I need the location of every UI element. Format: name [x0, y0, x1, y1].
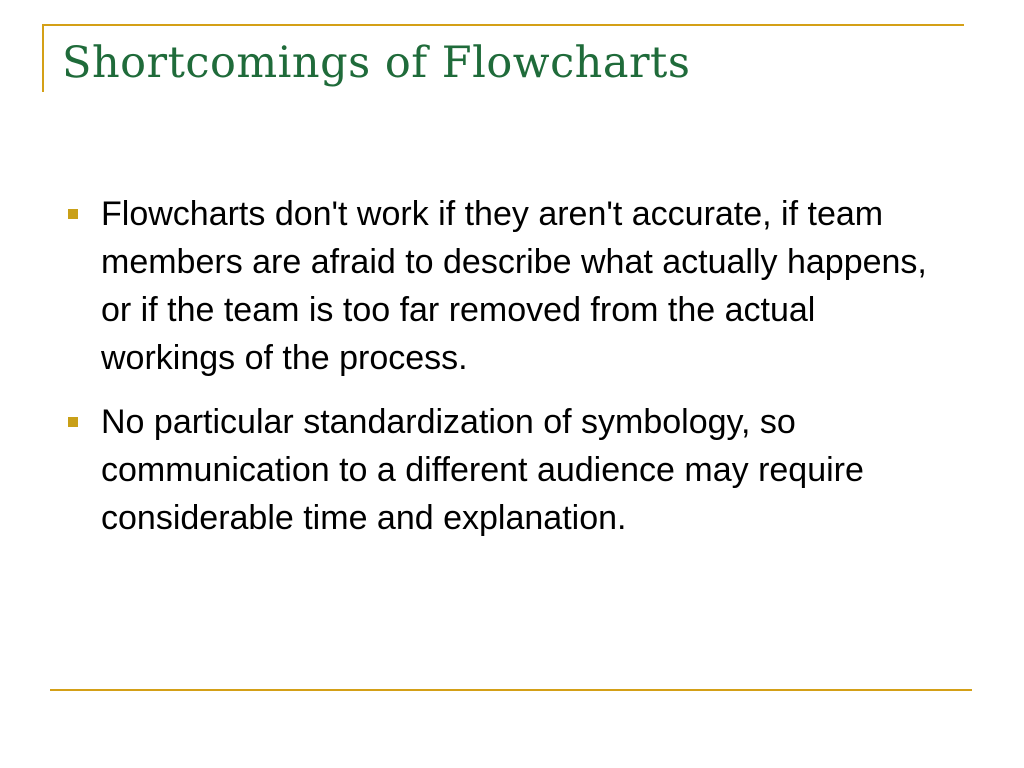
bullet-item	[62, 190, 952, 382]
bullet-list	[62, 190, 952, 558]
bullet-text: Flowcharts don't work if they aren't accurate, if team members are afraid to describe what actually happens, or if the team is too far removed from the actual workings of the process.	[101, 195, 927, 377]
left-border-line	[42, 24, 44, 92]
bullet-text: No particular standardization of symbology, so communication to a different audience may require considerable time and explanation.	[101, 403, 864, 537]
top-border-line	[42, 24, 964, 26]
slide-title: Shortcomings of Flowcharts	[62, 38, 691, 88]
bottom-divider-line	[50, 689, 972, 691]
square-bullet-icon	[68, 209, 78, 219]
bullet-item	[62, 398, 952, 542]
square-bullet-icon	[68, 417, 78, 427]
